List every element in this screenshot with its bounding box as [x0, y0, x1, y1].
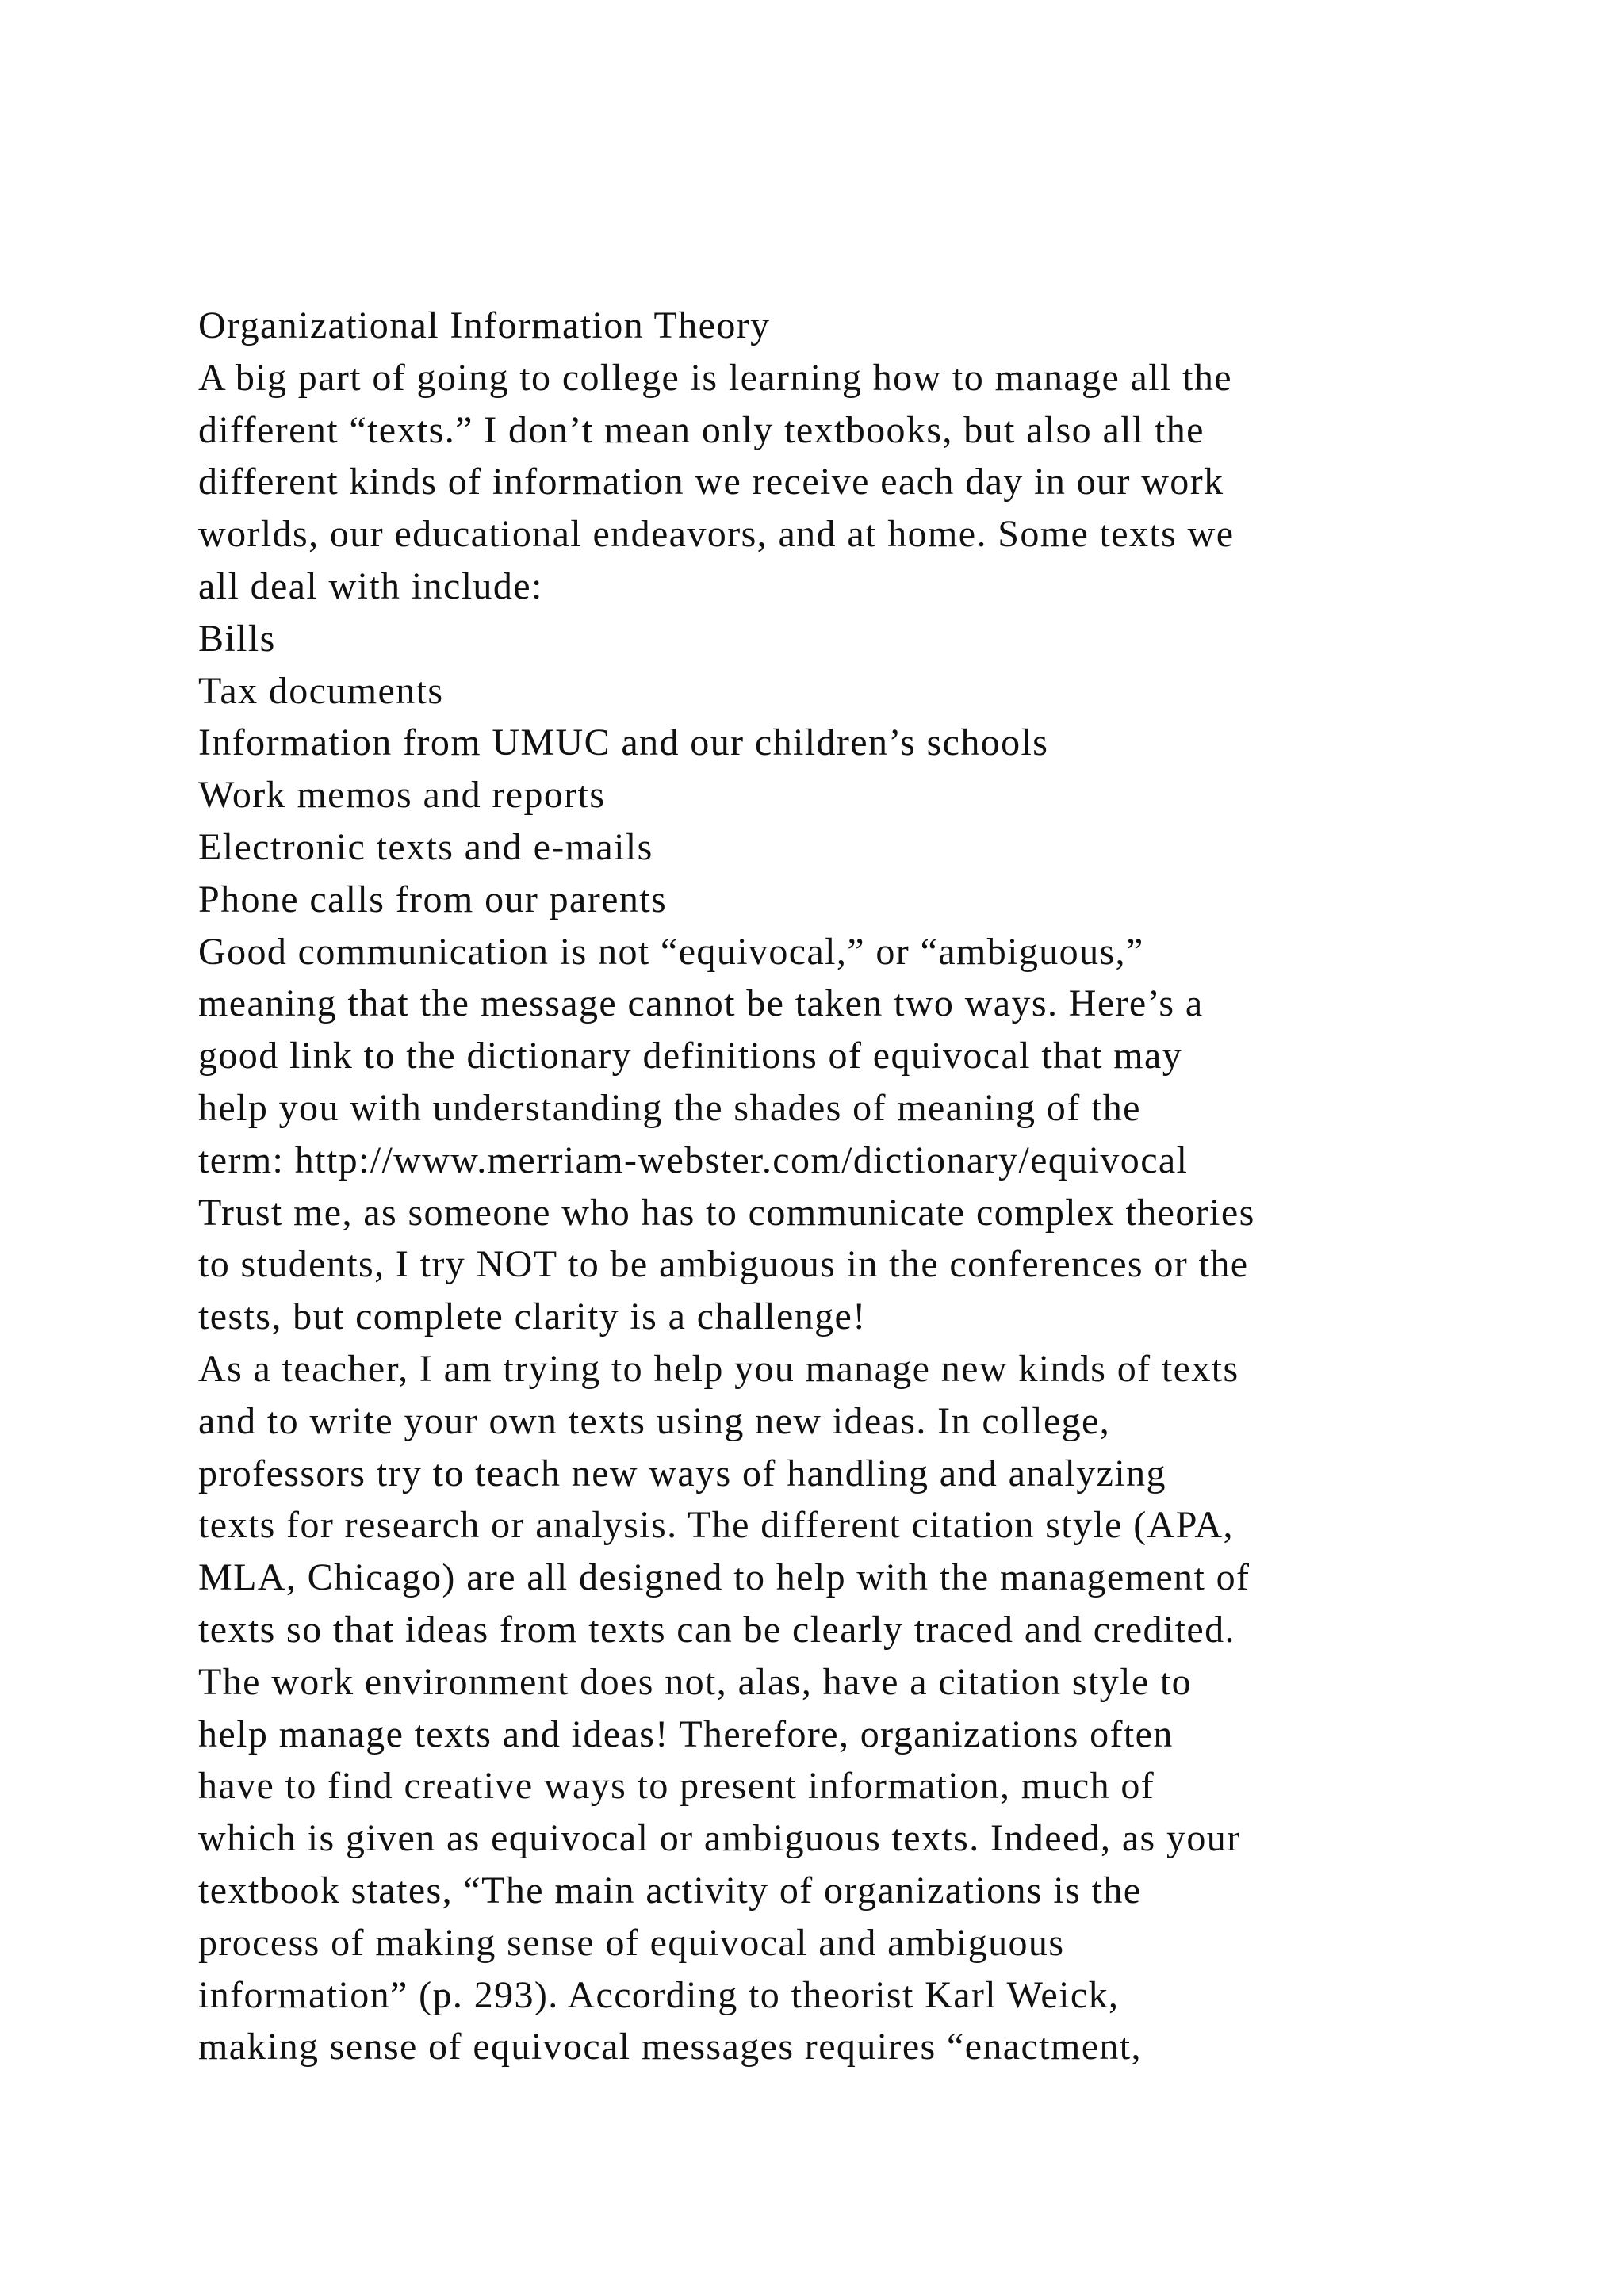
paragraph-line: tests, but complete clarity is a challenge! — [198, 1295, 867, 1338]
paragraph-line: MLA, Chicago) are all designed to help with the management of — [198, 1556, 1251, 1599]
paragraph-line: and to write your own texts using new ideas. In college, — [198, 1399, 1111, 1442]
document-body — [198, 300, 1546, 2073]
paragraph-line: professors try to teach new ways of handling and analyzing — [198, 1452, 1166, 1494]
document-title: Organizational Information Theory — [198, 304, 771, 346]
list-item: Work memos and reports — [198, 774, 606, 817]
paragraph-line: help you with understanding the shades of meaning of the — [198, 1086, 1141, 1129]
paragraph-line: worlds, our educational endeavors, and at home. Some texts we — [198, 513, 1235, 556]
paragraph-line: texts so that ideas from texts can be clearly traced and credited. — [198, 1608, 1235, 1651]
paragraph-line: making sense of equivocal messages requires “enactment, — [198, 2026, 1142, 2068]
paragraph-line: information” (p. 293). According to theorist Karl Weick, — [198, 1973, 1120, 2016]
paragraph-line: good link to the dictionary definitions of equivocal that may — [198, 1035, 1183, 1077]
list-item: Electronic texts and e-mails — [198, 825, 653, 868]
paragraph-line: to students, I try NOT to be ambiguous in the conferences or the — [198, 1243, 1249, 1286]
paragraph-line: have to find creative ways to present information, much of — [198, 1765, 1155, 1808]
list-item: Bills — [198, 617, 276, 660]
paragraph-line: textbook states, “The main activity of organizations is the — [198, 1869, 1142, 1911]
paragraph-line: all deal with include: — [198, 564, 543, 607]
paragraph-line: which is given as equivocal or ambiguous texts. Indeed, as your — [198, 1817, 1241, 1860]
paragraph-line: different kinds of information we receive each day in our work — [198, 461, 1224, 503]
paragraph-line-with-url: term: http://www.merriam-webster.com/dictionary/equivocal — [198, 1138, 1189, 1181]
paragraph-line: Trust me, as someone who has to communicate complex theories — [198, 1191, 1255, 1234]
paragraph-line: A big part of going to college is learning how to manage all the — [198, 356, 1232, 399]
list-item: Phone calls from our parents — [198, 878, 668, 920]
paragraph-line: different “texts.” I don’t mean only textbooks, but also all the — [198, 408, 1205, 451]
list-item: Information from UMUC and our children’s schools — [198, 721, 1049, 764]
paragraph-line: help manage texts and ideas! Therefore, organizations often — [198, 1712, 1174, 1755]
paragraph-line: texts for research or analysis. The different citation style (APA, — [198, 1504, 1234, 1547]
paragraph-line: As a teacher, I am trying to help you manage new kinds of texts — [198, 1347, 1239, 1390]
paragraph-line: meaning that the message cannot be taken two ways. Here’s a — [198, 982, 1204, 1025]
paragraph-line: Good communication is not “equivocal,” or “ambiguous,” — [198, 930, 1144, 973]
paragraph-line: The work environment does not, alas, have a citation style to — [198, 1660, 1193, 1703]
paragraph-line: process of making sense of equivocal and ambiguous — [198, 1921, 1065, 1964]
list-item: Tax documents — [198, 669, 444, 712]
